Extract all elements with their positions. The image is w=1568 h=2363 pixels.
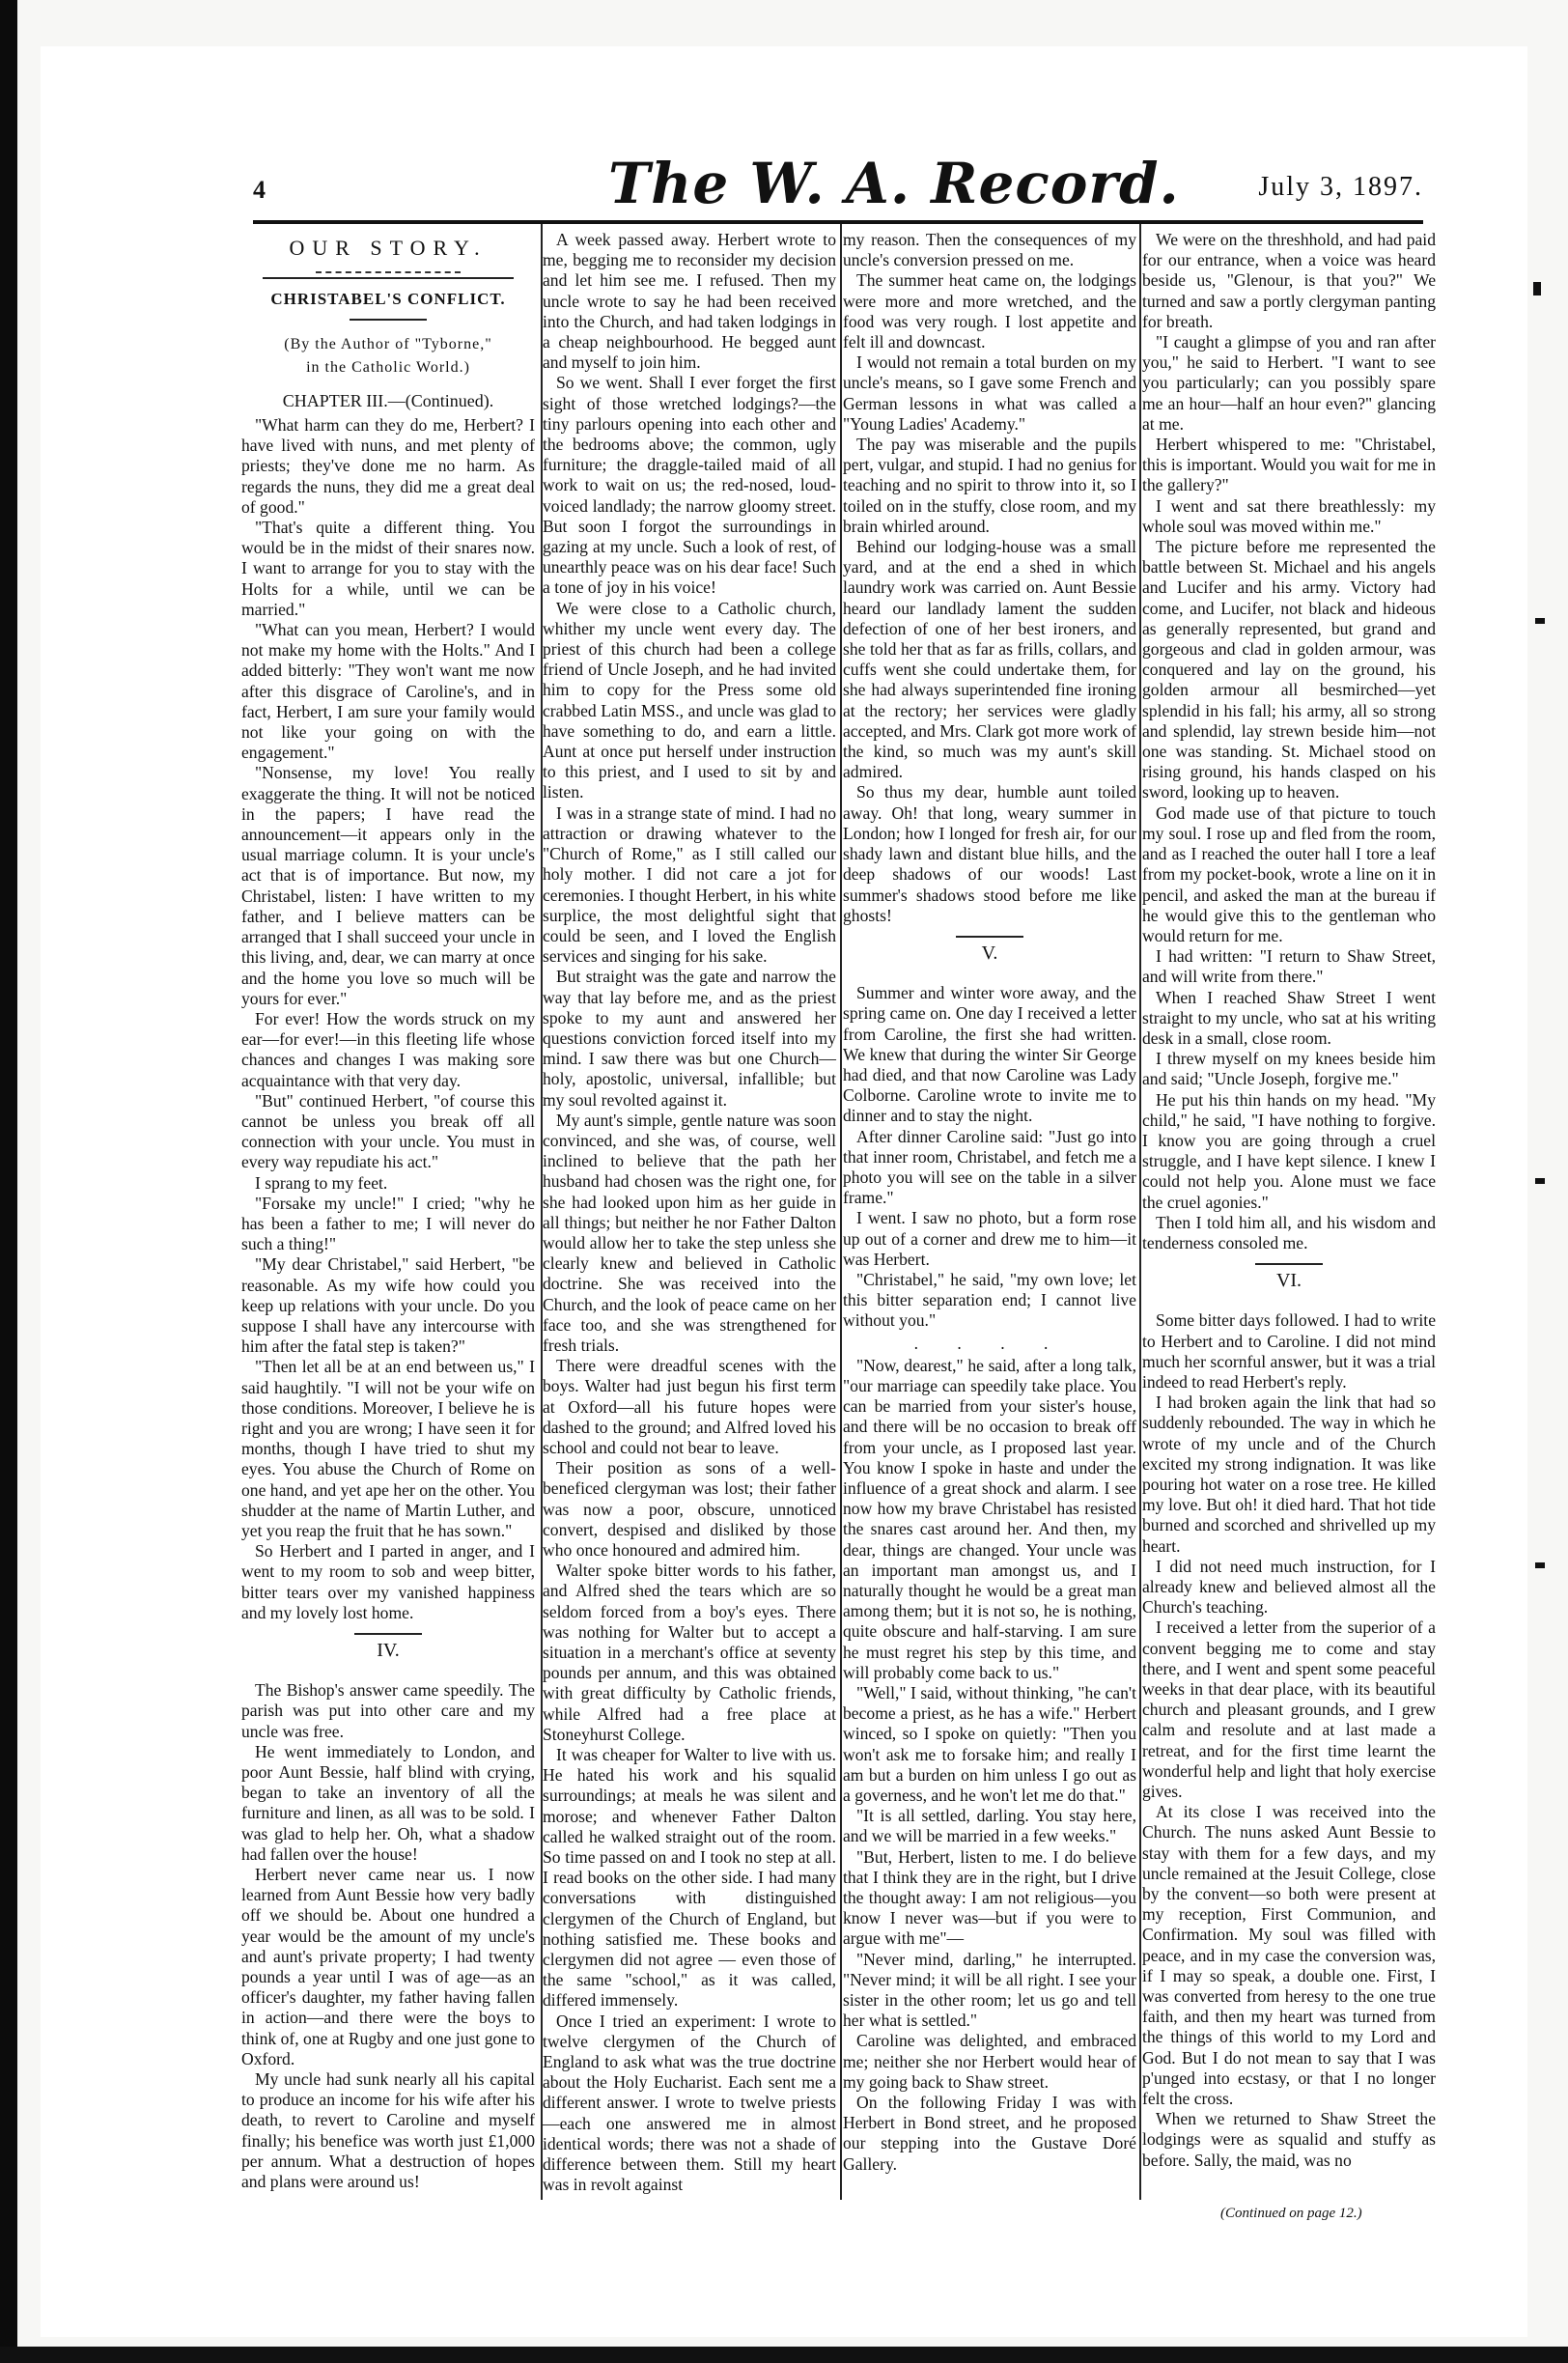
story-paragraph: Once I tried an experiment: I wrote to twelve clergymen of the Church of England to ask what was the true doctrine about the Holy Eucharist. Each sent me a different answer. I wrote to twelve priests—each one answered me in almost identical words; there was not a shade of difference between them. Still my heart was in revolt against: [543, 2011, 836, 2195]
section-vi-heading: VI.: [1275, 1270, 1302, 1292]
story-paragraph: There were dreadful scenes with the boys. Walter had just begun his first term at Oxford—all his future hopes were dashed to the ground; and Alfred loved his school and could not bear to leave.: [543, 1356, 836, 1457]
story-paragraph: We were on the threshhold, and had paid for our entrance, when a voice was heard beside us, "Glenour, is that you?" We turned and saw a portly clergyman panting for breath.: [1142, 230, 1436, 331]
column-rule: [1139, 224, 1141, 2200]
story-paragraph: I had written: "I return to Shaw Street, and will write from there.": [1142, 946, 1436, 987]
story-paragraph: I went. I saw no photo, but a form rose up out of a corner and drew me to him—it was Herbert.: [843, 1208, 1136, 1269]
byline-line-2: in the Catholic World.): [306, 358, 470, 376]
section-rule: [1255, 1263, 1323, 1265]
story-paragraph: my reason. Then the consequences of my uncle's conversion pressed on me.: [843, 230, 1136, 270]
story-paragraph: I sprang to my feet.: [255, 1172, 388, 1193]
story-paragraph: I was in a strange state of mind. I had no attraction or drawing whatever to the "Church of Rome," as I still called our holy mother. I did not care a jot for ceremonies. I thought Herbert, in his white surplice, the most delightful sight that could be seen, and I loved the English services and singing for his sake.: [543, 802, 836, 967]
scan-mark: [1533, 282, 1541, 295]
scan-mark: [1535, 1562, 1545, 1568]
story-paragraph: Herbert whispered to me: "Christabel, this is important. Would you wait for me in the gallery?": [1142, 435, 1436, 495]
column-4: [1142, 230, 1436, 2171]
column-1: [241, 230, 535, 2192]
story-paragraph: I did not need much instruction, for I already knew and believed almost all the Church's teaching.: [1142, 1556, 1436, 1618]
story-paragraph: "What can you mean, Herbert? I would not make my home with the Holts." And I added bitterly: "They won't want me now after this disgrace of Caroline's, and in fact, Herbert, I am sure your family would not like your going on with the engagement.": [241, 620, 535, 763]
paragraph-group: [1142, 230, 1436, 1253]
story-paragraph: Their position as sons of a well-beneficed clergyman was lost; their father was now a poor, obscure, unnoticed convert, despised and disliked by those who once honoured and admired him.: [543, 1458, 836, 1560]
scan-edge-bottom: [0, 2347, 1568, 2363]
story-paragraph: A week passed away. Herbert wrote to me, begging me to reconsider my decision and let him see me. I refused. Then my uncle wrote to say he had been received into the Church, and had taken lodgings in a cheap neighbourhood. He begged aunt and myself to join him.: [543, 230, 836, 373]
rule: [350, 319, 427, 321]
story-paragraph: I went and sat there breathlessly: my whole soul was moved within me.": [1142, 495, 1436, 536]
story-paragraph: My uncle had sunk nearly all his capital to produce an income for his wife after his death, to revert to Caroline and myself finally; his benefice was worth just £1,000 per annum. What a destruction of hopes and plans were around us!: [241, 2069, 535, 2192]
paragraph-group: [1142, 1310, 1436, 2171]
column-3: [843, 230, 1136, 2175]
story-paragraph: It was cheaper for Walter to live with us. He hated his work and his squalid surroundings; at meals he was silent and morose; and whenever Father Dalton called he walked straight out of the room. So time passed on and I took no step at all. I read books on the other side. I had many conversations with distinguished clergymen of the Church of England, but nothing satisfied me. These books and clergymen did not agree — even those of the same "school," as it was called, differed immensely.: [543, 1745, 836, 2011]
paragraph-group: [543, 230, 836, 2196]
story-paragraph: So Herbert and I parted in anger, and I went to my room to sob and weep bitter, bitter tears over my vanished happiness and my lovely lost home.: [241, 1541, 535, 1622]
story-paragraph: When we returned to Shaw Street the lodgings were as squalid and stuffy as before. Sally, the maid, was no: [1142, 2109, 1436, 2170]
story-title: CHRISTABEL'S CONFLICT.: [270, 290, 506, 309]
story-paragraph: God made use of that picture to touch my soul. I rose up and fled from the room, and as I reached the outer hall I tore a leaf from my pocket-book, wrote a line on it in pencil, and asked the man at the bureau if he would give this to the gentleman who would return for me.: [1142, 802, 1436, 945]
page-number: 4: [253, 176, 266, 204]
paragraph-group: [843, 1356, 1136, 2175]
story-paragraph: "I caught a glimpse of you and ran after you," he said to Herbert. "I want to see you particularly; can you possibly spare me an hour—half an hour even?" glancing at me.: [1142, 332, 1436, 434]
continued-note: (Continued on page 12.): [1220, 2206, 1362, 2221]
story-paragraph: Summer and winter wore away, and the spring came on. One day I received a letter from Caroline, the first she had written. We knew that during the winter Sir George had died, and that now Caroline was Lady Colborne. Caroline wrote to invite me to dinner and to stay the night.: [843, 983, 1136, 1126]
story-paragraph: "My dear Christabel," said Herbert, "be reasonable. As my wife how could you keep up relations with your uncle. Do you suppose I shall have any intercourse with him after the fatal step is taken?": [241, 1254, 535, 1357]
story-paragraph: The summer heat came on, the lodgings were more and more wretched, and the food was very rough. I lost appetite and felt ill and downcast.: [843, 270, 1136, 352]
story-paragraph: The Bishop's answer came speedily. The parish was put into other care and my uncle was free.: [241, 1680, 535, 1741]
story-paragraph: On the following Friday I was with Herbert in Bond street, and he proposed our stepping into the Gustave Doré Gallery.: [843, 2093, 1136, 2174]
story-paragraph: Caroline was delighted, and embraced me; neither she nor Herbert would hear of my going back to Shaw street.: [843, 2031, 1136, 2092]
section-rule: [354, 1633, 422, 1635]
paragraph-group: [241, 415, 535, 1623]
story-paragraph: But straight was the gate and narrow the way that lay before me, and as the priest spoke to my aunt and answered her questions conviction forced itself into my mind. I saw there was but one Church—holy, apostolic, universal, infallible; but my soul revolted against it.: [543, 967, 836, 1110]
rule: [263, 277, 514, 279]
ellipsis-break: . . . .: [913, 1333, 1066, 1353]
story-paragraph: At its close I was received into the Church. The nuns asked Aunt Bessie to stay with them for a few days, and my uncle remained at the Jesuit College, close by the convent—so both were present at my reception, First Communion, and Confirmation. My soul was filled with peace, and in my case the conversion was, if I may so speak, a double one. First, I was converted from heresy to the one true faith, and then my heart was turned from the things of this world to my Lord and God. But I do not mean to say that I was p'unged into ecstasy, or that I no longer felt the cross.: [1142, 1802, 1436, 2109]
scan-mark: [1535, 618, 1545, 624]
paragraph-group: [241, 1680, 535, 2192]
story-paragraph: "Nonsense, my love! You really exaggerate the thing. It will not be noticed in the papers; I have read the announcement—it appears only in the usual marriage column. It is your uncle's act that is of importance. But now, my Christabel, listen: I have written to my father, and I believe matters can be arranged that I shall succeed your uncle in this living, and, dear, we can marry at once and the home you love so much will be yours for ever.": [241, 763, 535, 1008]
story-paragraph: "But, Herbert, listen to me. I do believe that I think they are in the right, but I drive the thought away: I am not religious—you know I never was—but if you were to argue with me"—: [843, 1846, 1136, 1949]
scan-mark: [1535, 1178, 1545, 1184]
story-paragraph: Behind our lodging-house was a small yard, and at the end a shed in which laundry work was carried on. Aunt Bessie heard our landlady lament the sudden defection of one of her best ironers, and she told her that as far as frills, collars, and cuffs went she could undertake them, for she had always superintended fine ironing at the rectory; her services were gladly accepted, and Mrs. Clark got more work of the kind, so much was my aunt's skill admired.: [843, 537, 1136, 782]
story-paragraph: So we went. Shall I ever forget the first sight of those wretched lodgings?—the tiny parlours opening into each other and the bedrooms above; the common, ugly furniture; the draggle-tailed maid of all work to wait on us; the red-nosed, loud-voiced landlady; the narrow gloomy street. But soon I forgot the surroundings in gazing at my uncle. Such a look of rest, of unearthly peace was on his dear face! Such a tone of joy in his voice!: [543, 373, 836, 598]
dashed-rule: [316, 271, 461, 273]
section-iv-heading: IV.: [377, 1640, 400, 1661]
paragraph-group: [843, 230, 1136, 926]
story-paragraph: When I reached Shaw Street I went straight to my uncle, who sat at his writing desk in a small, close room.: [1142, 987, 1436, 1048]
story-paragraph: "Then let all be at an end between us," I said haughtily. "I will not be your wife on those conditions. Moreover, I believe he is right and you are wrong; I have seen it for months, though I have tried to shut my eyes. You abuse the Church of Rome on one hand, and yet ape her on the other. You shudder at the name of Martin Luther, and yet you reap the fruit that he has sown.": [241, 1357, 535, 1540]
story-paragraph: We were close to a Catholic church, whither my uncle went every day. The priest of this church had been a college friend of Uncle Joseph, and he had invited him to copy for the Press some old crabbed Latin MSS., and uncle was glad to have something to do, and earn a little. Aunt at once put herself under instruction to this priest, and I used to sit by and listen.: [543, 598, 836, 802]
story-paragraph: "Never mind, darling," he interrupted. "Never mind; it will be all right. I see your sister in the other room; let us go and tell her what is settled.": [843, 1949, 1136, 2031]
masthead-rule: [253, 220, 1423, 224]
story-paragraph: Walter spoke bitter words to his father, and Alfred shed the tears which are so seldom forced from a boy's eyes. There was nothing for Walter but to accept a situation in a merchant's office at seventy pounds per annum, and this was obtained with great difficulty by Catholic friends, while Alfred had a free place at Stoneyhurst College.: [543, 1561, 836, 1744]
story-paragraph: My aunt's simple, gentle nature was soon convinced, and she was, of course, well inclined to believe that the path her husband had chosen was the right one, for she had looked upon him as her guide in all things; but neither he nor Father Dalton would allow her to take the step unless she clearly knew and believed in Catholic doctrine. She was received into the Church, and the look of peace came on her face too, and she was strengthened for fresh trials.: [543, 1110, 836, 1355]
story-paragraph: "Christabel," he said, "my own love; let this bitter separation end; I cannot live without you.": [843, 1269, 1136, 1331]
story-paragraph: "Now, dearest," he said, after a long talk, "our marriage can speedily take place. You can be married from your sister's house, and there will be no occasion to break off from your uncle, as I proposed last year. You know I spoke in haste and under the influence of a great shock and alarm. I see now how my brave Christabel has resisted the snares cast around her. And then, my dear, things are changed. Your uncle was an important man amongst us, and I naturally thought he would be a great man among them; but it is not so, he is nothing, quite obscure and half-starving. I am sure he must regret his step by this time, and will probably come back to us.": [843, 1355, 1136, 1682]
story-paragraph: "What harm can they do me, Herbert? I have lived with nuns, and met plenty of priests; they've done me no harm. As regards the nuns, they did me a great deal of good.": [241, 415, 535, 517]
story-paragraph: "It is all settled, darling. You stay here, and we will be married in a few weeks.": [843, 1806, 1136, 1846]
scan-edge-left: [0, 0, 17, 2363]
story-paragraph: I would not remain a total burden on my uncle's means, so I gave some French and German lessons in what was called a "Young Ladies' Academy.": [843, 352, 1136, 434]
story-paragraph: He went immediately to London, and poor Aunt Bessie, half blind with crying, began to take an inventory of all the furniture and linen, as all was to be sold. I was glad to help her. Oh, what a shadow had fallen over the house!: [241, 1741, 535, 1864]
byline-line-1: (By the Author of "Tyborne,": [284, 336, 492, 353]
masthead: [253, 151, 1423, 216]
column-rule: [840, 224, 842, 2200]
story-paragraph: The picture before me represented the battle between St. Michael and his angels and Lucifer and his army. Victory had come, and Lucifer, not black and hideous as generally represented, but grand and gorgeous and clad in golden armour, was conquered and lay on the ground, his golden armour all besmirched—yet splendid in his fall; his army, all so strong and splendid, lay strewn beside him—not one was standing. St. Michael stood on rising ground, his hands clasped on his sword, looking up to heaven.: [1142, 537, 1436, 802]
newspaper-title: The W. A. Record.: [608, 151, 1180, 216]
issue-date: July 3, 1897.: [1258, 172, 1423, 202]
column-2: [543, 230, 836, 2196]
story-paragraph: He put his thin hands on my head. "My child," he said, "I have nothing to forgive. I know you are going through a cruel struggle, and I have kept silence. I knew I could not help you. Alone must we face the cruel agonies.": [1142, 1089, 1436, 1212]
story-paragraph: For ever! How the words struck on my ear—for ever!—in this fleeting life whose chances and changes I was making sore acquaintance with that very day.: [241, 1008, 535, 1090]
paragraph-group: [843, 983, 1136, 1331]
story-paragraph: After dinner Caroline said: "Just go into that inner room, Christabel, and fetch me a photo you will see on the table in a silver frame.": [843, 1126, 1136, 1208]
story-paragraph: "Forsake my uncle!" I cried; "why he has been a father to me; I will never do such a thing!": [241, 1193, 535, 1254]
story-paragraph: I had broken again the link that had so suddenly rebounded. The way in which he wrote of my uncle and of the Church excited my strong indignation. It was like pouring hot water on a rose tree. He killed my love. But oh! it died hard. That hot tide burned and scorched and shrivelled up my heart.: [1142, 1392, 1436, 1556]
story-paragraph: "But" continued Herbert, "of course this cannot be unless you break off all connection with your uncle. You must in every way repudiate his act.": [241, 1090, 535, 1172]
story-paragraph: So thus my dear, humble aunt toiled away. Oh! that long, weary summer in London; how I longed for fresh air, for our shady lawn and distant blue hills, and the deep shadows of our woods! Last summer's shadows stood before me like ghosts!: [843, 782, 1136, 925]
story-paragraph: Then I told him all, and his wisdom and tenderness consoled me.: [1142, 1212, 1436, 1252]
story-paragraph: Herbert never came near us. I now learned from Aunt Bessie how very badly off we should be. About one hundred a year would be the amount of my uncle's and aunt's private property; I had twenty pounds a year until I was of age—as an officer's daughter, my father having fallen in action—and there were the boys to think of, one at Rugby and one just gone to Oxford.: [241, 1865, 535, 2068]
story-paragraph: Some bitter days followed. I had to write to Herbert and to Caroline. I did not mind much her scornful answer, but it was a trial indeed to read Herbert's reply.: [1142, 1310, 1436, 1392]
story-paragraph: "That's quite a different thing. You would be in the midst of their snares now. I want to arrange for you to stay with the Holts for a while, until we can be married.": [241, 518, 535, 619]
story-heading: OUR STORY.: [289, 236, 488, 260]
chapter-heading: CHAPTER III.—(Continued).: [282, 390, 494, 410]
story-paragraph: I threw myself on my knees beside him and said; "Uncle Joseph, forgive me.": [1142, 1049, 1436, 1089]
section-v-heading: V.: [981, 942, 998, 964]
story-paragraph: I received a letter from the superior of a convent begging me to come and stay there, and I went and spent some peaceful weeks in that dear place, with its beautiful church and pleasant grounds, and I grew calm and resolute and at last made a retreat, and for the first time learnt the wonderful help and light that holy exercise gives.: [1142, 1618, 1436, 1802]
section-rule: [956, 936, 1023, 938]
story-paragraph: The pay was miserable and the pupils pert, vulgar, and stupid. I had no genius for teaching and no spirit to throw into it, so I toiled on in the stuffy, close room, and my brain whirled around.: [843, 435, 1136, 536]
story-paragraph: "Well," I said, without thinking, "he can't become a priest, as he has a wife." Herbert winced, so I spoke on quietly: "Then you won't ask me to forsake him; and really I am but a burden on him unless I go out as a governess, and he won't let me do that.": [843, 1683, 1136, 1806]
